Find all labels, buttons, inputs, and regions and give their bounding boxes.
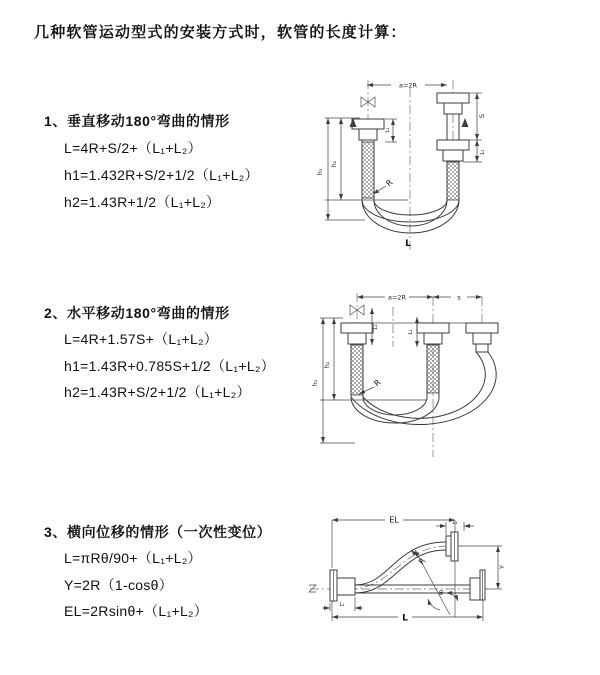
dimension-l1-left [385,119,397,142]
dim-label-l1-left: L₁ [373,324,379,330]
right-fittings [437,93,469,200]
dim-label-l1-right: L₁ [480,149,486,155]
dim-label-r: R [372,377,383,389]
upper-flange [446,532,458,561]
dim-label-l1-left: L₁ [385,127,391,133]
dim-label-h2: h₂ [323,361,331,369]
dim-label-theta: θ [439,589,443,597]
section-1-heading: 1、垂直移动180°弯曲的情形 [44,113,230,129]
dimension-l1-left [372,308,379,345]
dim-label-h1: h₁ [316,168,324,176]
diagram-vertical-180-bend [305,68,595,263]
section-1-formula-h1: h1=1.432R+S/2+1/2（L₁+L₂） [64,167,259,183]
dim-label-l1-left: L₁ [339,602,345,608]
dimension-l [332,600,483,624]
dim-label-l: L [402,613,408,624]
dim-label-h2: h₂ [330,160,338,168]
dim-label-l1-mid: L₁ [408,329,414,335]
radius-leader [373,178,395,194]
dimension-l1-left [322,597,363,611]
section-3-heading: 3、横向位移的情形（一次性变位） [44,524,272,540]
dim-label-l: L [405,239,411,249]
dim-label-a2r: a=2R [387,293,407,302]
straight-pipe-original [355,570,485,600]
section-3-formula-Y: Y=2R（1-cosθ） [64,577,174,593]
section-1-formula-L: L=4R+S/2+（L₁+L₂） [64,140,202,156]
section-3-formula-L: L=πRθ/90+（L₁+L₂） [64,550,202,566]
dim-label-r: R [416,556,428,567]
dimension-a2r [367,82,447,90]
diagram-lateral-displacement [300,505,600,645]
section-3-formula-EL: EL=2Rsinθ+（L₁+L₂） [64,603,209,619]
section-2-formula-h2: h2=1.43R+S/2+1/2（L₁+L₂） [64,384,251,400]
page-title: 几种软管运动型式的安装方式时，软管的长度计算： [34,24,407,41]
left-flange [330,570,355,601]
right-fitting-moved [466,323,498,352]
dim-label-a2r: a=2R [398,81,418,90]
dim-label-y: Y [498,565,506,569]
left-fitting [352,119,384,198]
left-fitting [341,323,373,395]
section-2-formula-h1: h1=1.43R+0.785S+1/2（L₁+L₂） [64,358,275,374]
dimension-el [332,515,458,618]
dim-label-r: R [384,177,395,189]
dimension-a2r-s [357,294,482,302]
middle-fitting [417,323,449,393]
dim-label-s: S [478,113,486,119]
dim-label-l1-top: L₁ [452,520,458,526]
section-1-formula-h2: h2=1.43R+1/2（L₁+L₂） [64,194,221,210]
centerlines [368,80,453,250]
section-2-formula-L: L=4R+1.57S+（L₁+L₂） [64,331,219,347]
dim-label-s: s [457,293,461,302]
dim-label-el: EL [389,515,399,525]
diagram-horizontal-180-bend [305,285,595,465]
dimension-l1-mid [408,317,417,347]
dim-label-h1: h₁ [311,379,319,387]
centerlines [357,293,482,457]
hose-u-bends [351,344,496,425]
section-2-heading: 2、水平移动180°弯曲的情形 [44,305,230,321]
